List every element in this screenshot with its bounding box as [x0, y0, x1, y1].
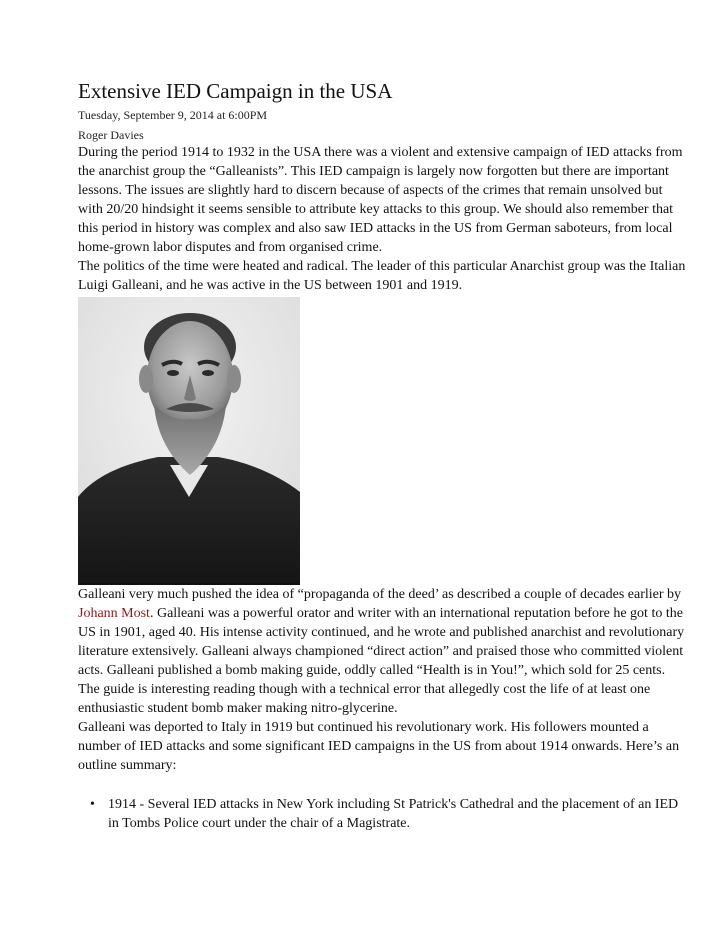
paragraph-galleani — [78, 585, 688, 718]
article — [78, 78, 688, 833]
post-date: Tuesday, September 9, 2014 at 6:00PM — [78, 108, 268, 122]
paragraph-intro: During the period 1914 to 1932 in the USA there was a violent and extensive campaign of IED attacks from the anarchist group the “Galleanists”. This IED campaign is largely now forgotten but there are important lessons. The issues are slightly hard to discern because of aspects of the crimes that remain unsolved but with 20/20 hindsight it seems sensible to attribute key attacks to this group. We should also remember that this period in history was complex and also saw IED attacks in the US from German saboteurs, from local home-grown labor disputes and from organised crime. — [78, 145, 683, 255]
author-name: Roger Davies — [78, 128, 144, 142]
johann-most-link[interactable]: Johann Most — [78, 606, 150, 621]
paragraph-galleani-text-2: . Galleani was a powerful orator and writer with an international reputation before he got to the US in 1901, aged 40. His intense activity continued, and he wrote and published anarchist and revolutionary literature extensively. Galleani always championed “direct action” and praised those who committed violent acts. Galleani published a bomb making guide, oddly called “Health is in You!”, which sold for 25 cents. The guide is interesting reading though with a technical error that allegedly cost the life of at least one enthusiastic student bomb maker making nitro-glycerine. — [78, 606, 685, 716]
galleani-portrait-photo — [78, 297, 300, 585]
attack-summary-list — [78, 795, 688, 833]
article-title: Extensive IED Campaign in the USA — [78, 79, 393, 103]
paragraph-galleani-text-1: Galleani very much pushed the idea of “propaganda of the deed’ as described a couple of decades earlier by — [78, 587, 682, 602]
bullet-icon: • — [90, 797, 95, 812]
paragraph-deportation: Galleani was deported to Italy in 1919 but continued his revolutionary work. His followers mounted a number of IED attacks and some significant IED campaigns in the US from about 1914 onwards. Here’s an outline summary: — [78, 720, 680, 773]
list-item — [78, 795, 688, 833]
list-item-text: 1914 - Several IED attacks in New York including St Patrick's Cathedral and the placement of an IED in Tombs Police court under the chair of a Magistrate. — [108, 797, 679, 831]
paragraph-politics: The politics of the time were heated and radical. The leader of this particular Anarchist group was the Italian Luigi Galleani, and he was active in the US between 1901 and 1919. — [78, 259, 686, 293]
